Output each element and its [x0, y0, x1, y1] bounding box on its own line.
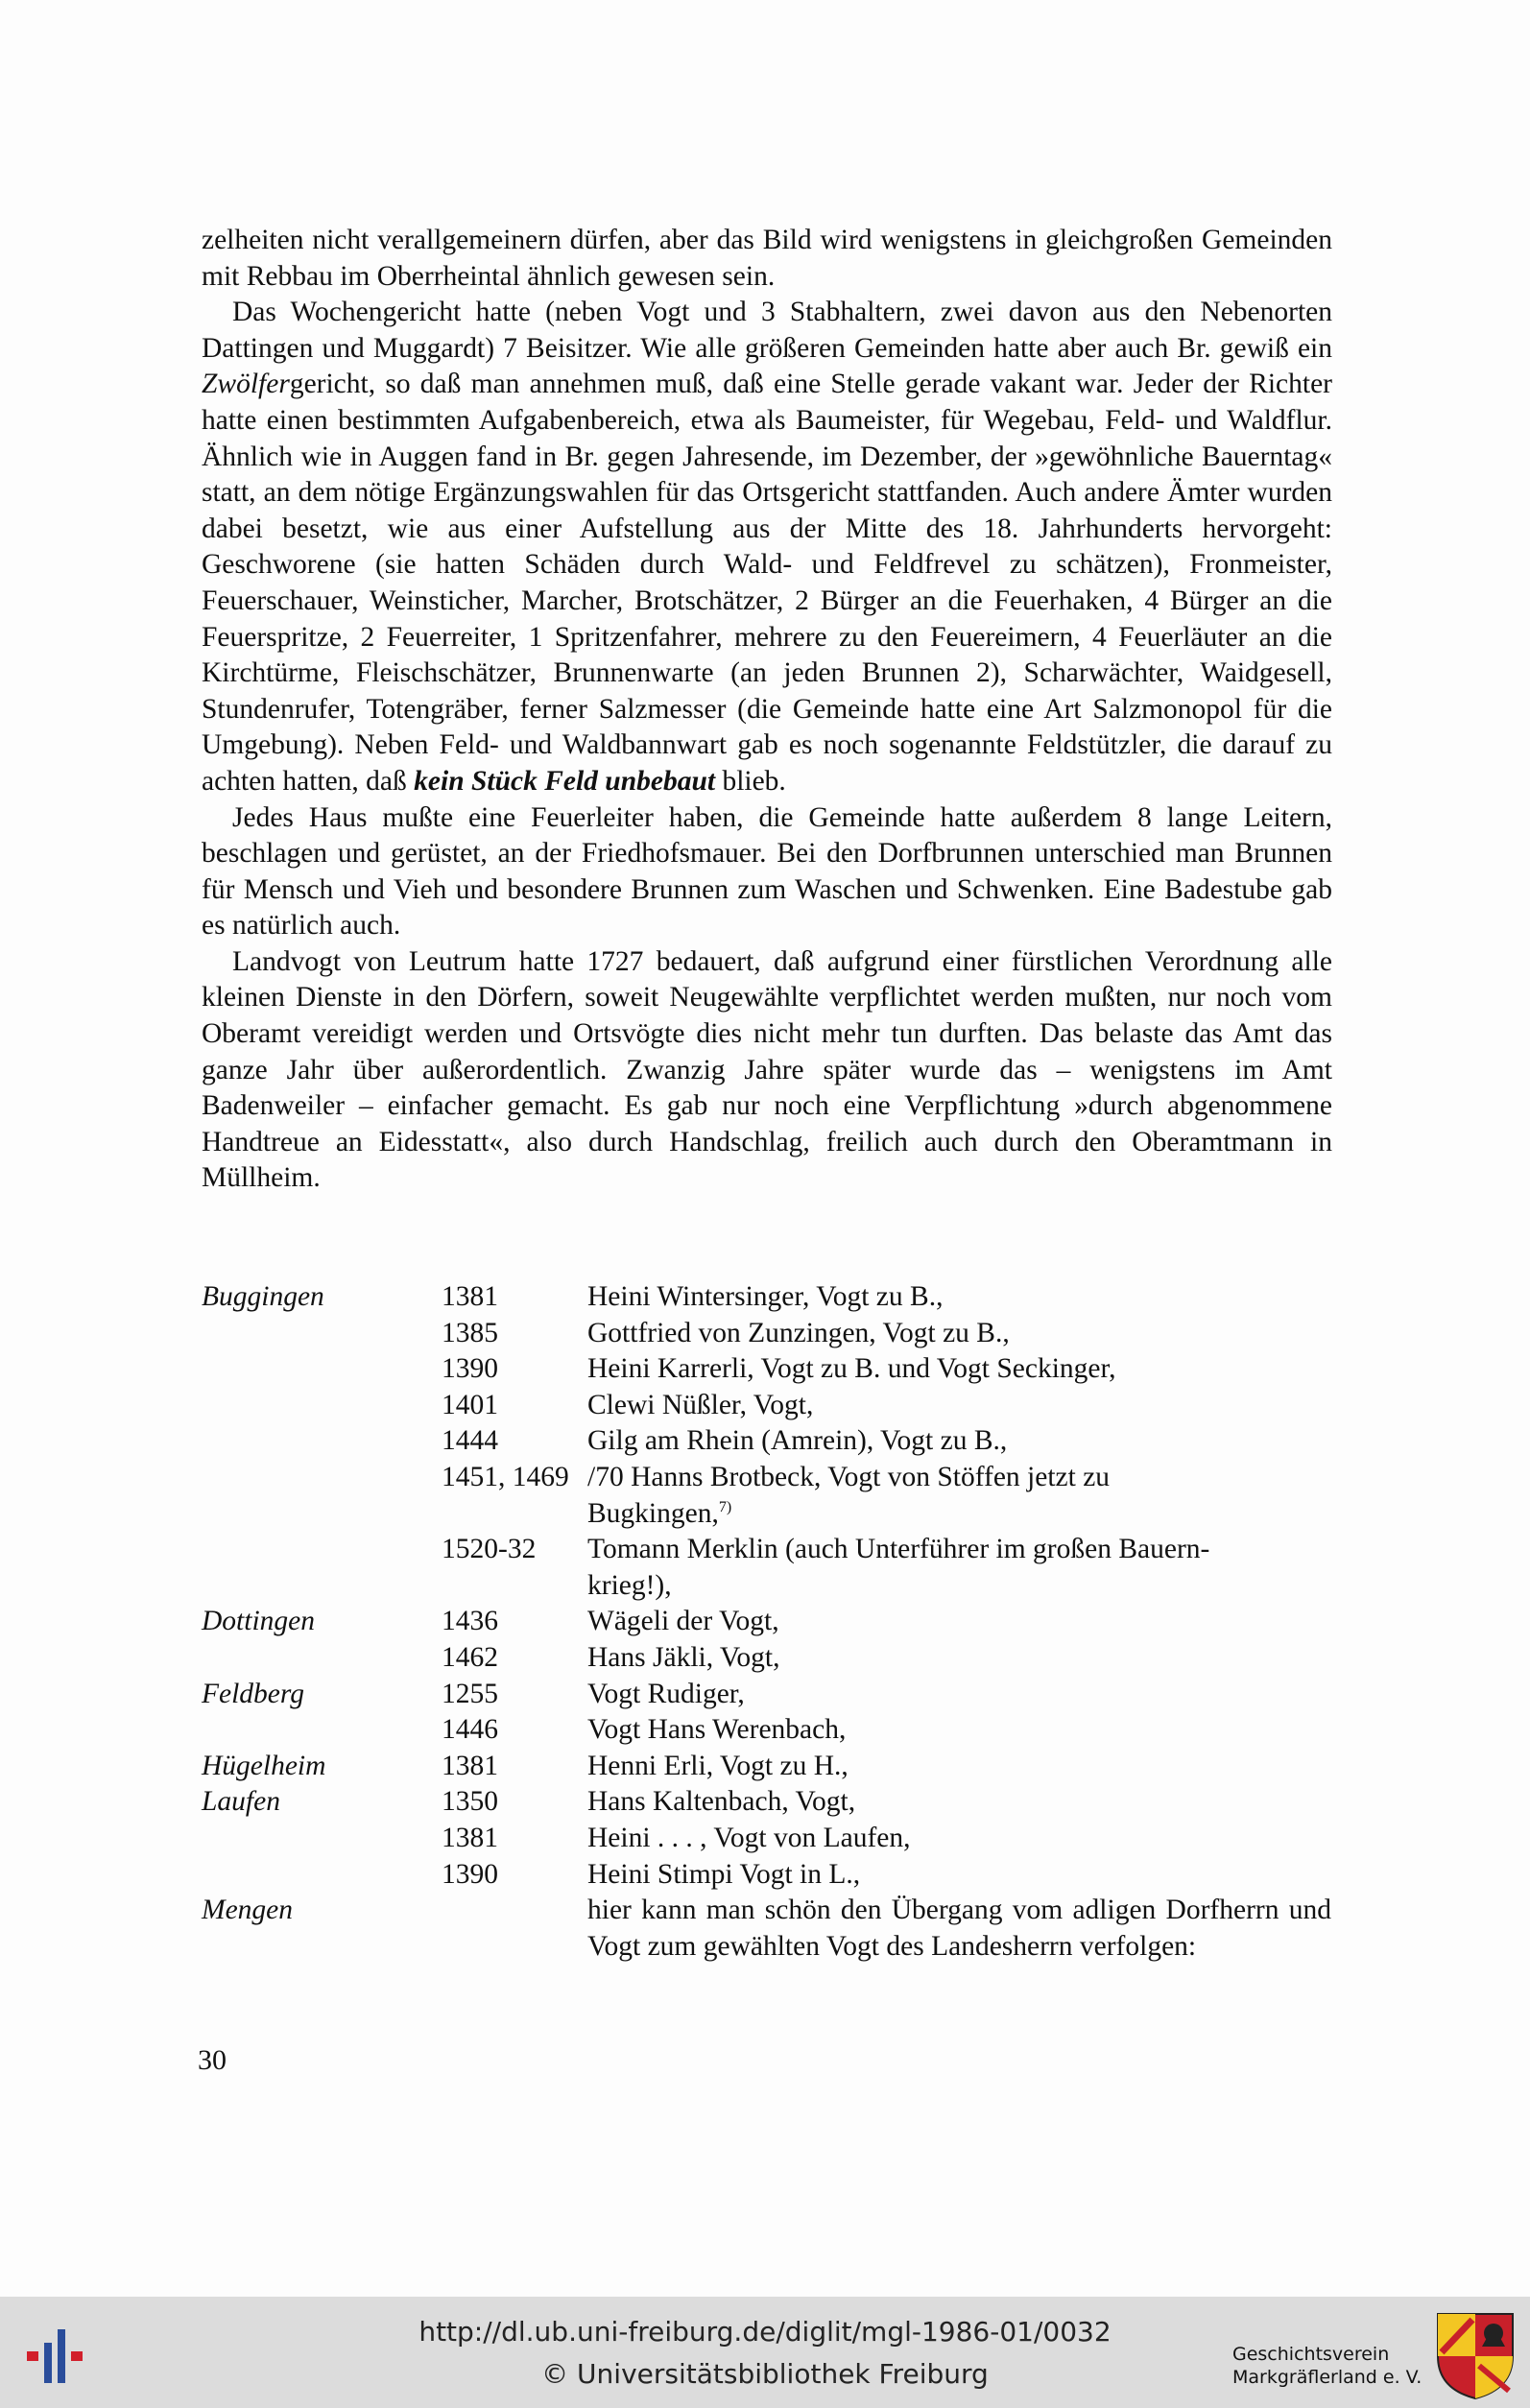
- place-name: Mengen: [202, 1895, 294, 1926]
- footer-bar: [0, 2297, 1530, 2408]
- year: 1390: [442, 1353, 498, 1385]
- list-row: [202, 1351, 1334, 1388]
- entry: Tomann Merklin (auch Unterführer im großen Bauern-: [587, 1534, 1210, 1565]
- list-row: [202, 1532, 1334, 1568]
- year: 1381: [442, 1281, 498, 1312]
- paragraph-1: zelheiten nicht verallgemeinern dürfen, aber das Bild wird wenigstens in gleichgroßen Gemeinden mit Rebbau im Oberrheintal ähnlich gewesen sein.: [202, 225, 1332, 292]
- list-row: [202, 1821, 1334, 1857]
- org-name-line1: Geschichtsverein: [1232, 2344, 1390, 2365]
- org-name-line2: Markgräflerland e. V.: [1232, 2367, 1422, 2388]
- year: 1451, 1469: [442, 1461, 569, 1492]
- paragraph-2-part-c: blieb.: [715, 765, 786, 797]
- year: 1401: [442, 1389, 498, 1420]
- place-name: Laufen: [202, 1786, 280, 1818]
- year: 1520-32: [442, 1534, 537, 1565]
- place-name: Buggingen: [202, 1281, 324, 1312]
- entry: Gottfried von Zunzingen, Vogt zu B.,: [587, 1317, 1010, 1348]
- coat-of-arms-icon: [1434, 2308, 1517, 2400]
- footnote-ref: 7): [718, 1498, 732, 1515]
- paragraph-2-part-b: gericht, so daß man annehmen muß, daß eine Stelle gerade vakant war. Jeder der Richter hatte einen bestimmten Aufgabenbereich, etwa als Baumeister, für Wegebau, Feld- und Waldflur. Ähnlich wie in Auggen fand in Br. gegen Jahresende, im Dezember, der »gewöhnliche Bauerntag« statt, an dem nötige Ergänzungswahlen für das Ortsgericht stattfanden. Auch andere Ämter wurden dabei besetzt, wie aus einer Aufstellung aus der Mitte des 18. Jahrhunderts hervorgeht: Geschworene (sie hatten Schäden durch Wald- und Feldfrevel zu schätzen), Fronmeister, Feuerschauer, Weinsticher, Marcher, Brotschätzer, 2 Bürger an die Feuerhaken, 4 Bürger an die Feuerspritze, 2 Feuerreiter, 1 Spritzenfahrer, mehrere zu den Feuereimern, 4 Feuerläuter an die Kirchtürme, Fleischschätzer, Brunnenwarte (an jeden Brunnen 2), Scharwächter, Waidgesell, Stundenrufer, Totengräber, ferner Salzmesser (die Gemeinde hatte eine Art Salzmonopol für die Umgebung). Neben Feld- und Waldbannwart gab es noch sogenannte Feldstützler, die darauf zu achten hatten, daß: [202, 369, 1332, 797]
- entry: Heini Karrerli, Vogt zu B. und Vogt Seckinger,: [587, 1353, 1116, 1385]
- year: 1446: [442, 1714, 498, 1746]
- emphasis-kein-stueck: kein Stück Feld unbebaut: [414, 765, 716, 797]
- entry: Vogt Rudiger,: [587, 1678, 745, 1709]
- list-row: [202, 1640, 1334, 1677]
- year: 1255: [442, 1678, 498, 1709]
- entry: Henni Erli, Vogt zu H.,: [587, 1750, 849, 1781]
- list-row: [202, 1279, 1334, 1316]
- entry-continuation: krieg!),: [587, 1569, 672, 1601]
- entry: Clewi Nüßler, Vogt,: [587, 1389, 814, 1420]
- list-row: [202, 1388, 1334, 1424]
- entry: hier kann man schön den Übergang vom adligen Dorfherrn und Vogt zum gewählten Vogt des Landesherrn verfolgen:: [587, 1895, 1331, 1962]
- paragraph-4: Landvogt von Leutrum hatte 1727 bedauert, daß aufgrund einer fürstlichen Verordnung alle kleinen Dienste in den Dörfern, soweit Neugewählte verpflichtet werden mußten, nur noch vom Oberamt vereidigt werden und Ortsvögte dies nicht mehr tun durften. Das belaste das Amt das ganze Jahr über außerordentlich. Zwanzig Jahre später wurde das – wenigstens im Amt Badenweiler – einfacher gemacht. Es gab nur noch eine Verpflichtung »durch abgenommene Handtreue an Eidesstatt«, also durch Handschlag, freilich auch durch den Oberamtmann in Müllheim.: [202, 945, 1332, 1194]
- paragraph-3: Jedes Haus mußte eine Feuerleiter haben, die Gemeinde hatte außerdem 8 lange Leitern, beschlagen und gerüstet, an der Friedhofsmauer. Bei den Dorfbrunnen unterschied man Brunnen für Mensch und Vieh und besondere Brunnen zum Waschen und Schwenken. Eine Badestube gab es natürlich auch.: [202, 801, 1332, 942]
- entry-continuation: [587, 1496, 1331, 1533]
- copyright-notice: © Universitätsbibliothek Freiburg: [541, 2358, 989, 2390]
- entry: /70 Hanns Brotbeck, Vogt von Stöffen jetzt zu: [587, 1461, 1111, 1492]
- page-number: 30: [198, 2044, 227, 2076]
- list-row: [202, 1316, 1334, 1352]
- year: 1381: [442, 1750, 498, 1781]
- entry: Heini Stimpi Vogt in L.,: [587, 1858, 861, 1890]
- entry: Vogt Hans Werenbach,: [587, 1714, 847, 1746]
- place-name: Dottingen: [202, 1606, 315, 1637]
- list-row-continuation: [202, 1496, 1334, 1533]
- place-name: Feldberg: [202, 1678, 305, 1709]
- list-row: [202, 1784, 1334, 1821]
- vogt-list: [202, 1279, 1334, 1965]
- entry: Hans Kaltenbach, Vogt,: [587, 1786, 856, 1818]
- year: 1390: [442, 1858, 498, 1890]
- list-row: [202, 1677, 1334, 1713]
- org-name: [1232, 2343, 1422, 2389]
- list-row-continuation: [202, 1568, 1334, 1605]
- list-row: [202, 1857, 1334, 1894]
- list-row: [202, 1604, 1334, 1640]
- year: 1350: [442, 1786, 498, 1818]
- year: 1385: [442, 1317, 498, 1348]
- year: 1444: [442, 1425, 498, 1457]
- body-text: [202, 223, 1332, 1197]
- entry: Gilg am Rhein (Amrein), Vogt zu B.,: [587, 1425, 1008, 1457]
- entry: Heini . . . , Vogt von Laufen,: [587, 1822, 911, 1853]
- emphasis-zwoelfer: Zwölfer: [202, 369, 290, 400]
- permalink-url[interactable]: http://dl.ub.uni-freiburg.de/diglit/mgl-1986-01/0032: [418, 2316, 1112, 2348]
- year: 1381: [442, 1822, 498, 1853]
- entry: Heini Wintersinger, Vogt zu B.,: [587, 1281, 944, 1312]
- place-name: Hügelheim: [202, 1750, 326, 1781]
- year: 1462: [442, 1641, 498, 1673]
- entry: Wägeli der Vogt,: [587, 1606, 779, 1637]
- year: 1436: [442, 1606, 498, 1637]
- paragraph-2-part-a: Das Wochengericht hatte (neben Vogt und 3 Stabhaltern, zwei davon aus den Nebenorten Dattingen und Muggardt) 7 Beisitzer. Wie alle größeren Gemeinden hatte aber auch Br. gewiß ein: [202, 297, 1332, 364]
- list-row: [202, 1749, 1334, 1785]
- list-row: [202, 1712, 1334, 1749]
- entry: Hans Jäkli, Vogt,: [587, 1641, 780, 1673]
- list-row: [202, 1460, 1334, 1496]
- paragraph-2: [202, 295, 1332, 799]
- list-row: [202, 1893, 1334, 1965]
- entry-text: Bugkingen,: [587, 1497, 719, 1529]
- list-row: [202, 1423, 1334, 1460]
